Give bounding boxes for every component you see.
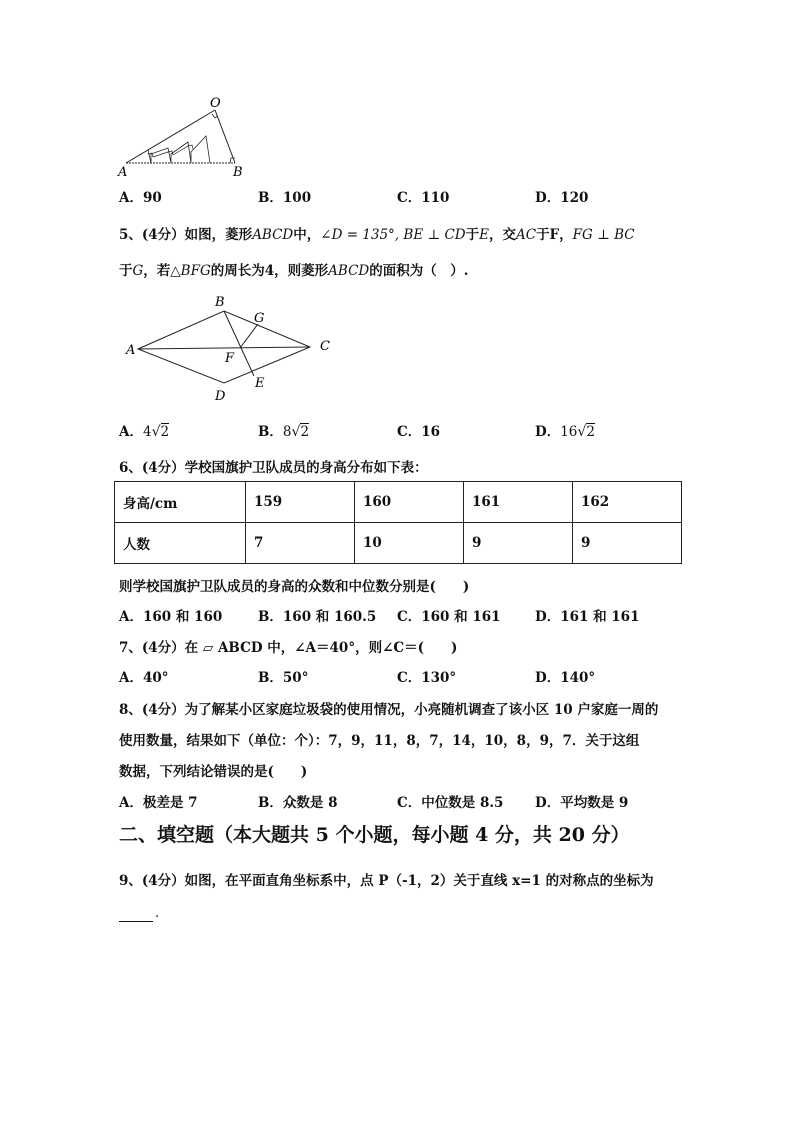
table-cell: 161 [464, 482, 573, 523]
q4-option-c: C．110 [397, 190, 450, 206]
blank-period: . [155, 906, 160, 921]
q5-stem-line2: 于G，若△BFG的周长为4，则菱形ABCD的面积为（ ）. [119, 263, 469, 279]
q8-option-c: C．中位数是 8.5 [397, 795, 504, 811]
q8-stem-line2: 使用数量，结果如下（单位：个）：7，9，11，8，7，14，10，8，9，7．关于这组 [119, 733, 640, 749]
diagonal-ac [138, 347, 310, 349]
table-cell: 身高/cm [115, 482, 246, 523]
q6-option-c: C．160 和 161 [397, 609, 501, 625]
label-f: F [225, 351, 235, 366]
q7-stem: 7、(4分）在 ▱ ABCD 中，∠A＝40°，则∠C＝( ) [119, 640, 458, 656]
q7-option-c: C．130° [397, 670, 457, 686]
q7-option-a: A．40° [119, 670, 169, 686]
q4-option-a: A．90 [119, 190, 162, 206]
figure-q4 [118, 96, 248, 181]
q9-stem: 9、(4分）如图，在平面直角坐标系中，点 P（-1，2）关于直线 x=1 的对称点的坐标为 [119, 873, 654, 889]
q8-stem-line1: 8、(4分）为了解某小区家庭垃圾袋的使用情况，小亮随机调查了该小区 10 户家庭一周的 [119, 702, 659, 718]
q7-option-d: D．140° [535, 670, 596, 686]
table-cell: 7 [246, 523, 355, 564]
table-row [115, 482, 682, 523]
q4-option-b: B．100 [258, 190, 312, 206]
q6-option-b: B．160 和 160.5 [258, 609, 377, 625]
perpendicular-steps [148, 136, 210, 163]
label-b: B [233, 165, 243, 180]
segment-be [224, 311, 254, 376]
label-g: G [254, 311, 265, 326]
figure-q5 [122, 294, 342, 404]
q5-stem-line1: 5、(4分）如图，菱形ABCD中，∠D = 135°, BE ⊥ CD于E，交AC于F，FG ⊥ BC [119, 227, 635, 243]
q7-option-b: B．50° [258, 670, 309, 686]
table-cell: 人数 [115, 523, 246, 564]
q6-option-a: A．160 和 160 [119, 609, 223, 625]
table-cell: 9 [464, 523, 573, 564]
q6-option-d: D．161 和 161 [535, 609, 640, 625]
q5-option-d: D．16√2 [535, 424, 595, 440]
q5-option-a: A．4√2 [119, 424, 170, 440]
q4-option-d: D．120 [535, 190, 589, 206]
q6-stem: 6、(4分）学校国旗护卫队成员的身高分布如下表： [119, 460, 428, 476]
section-heading: 二、填空题（本大题共 5 个小题，每小题 4 分，共 20 分） [119, 824, 630, 846]
label-e: E [255, 376, 265, 391]
segment-fg [240, 324, 258, 348]
table-row [115, 523, 682, 564]
label-d: D [215, 389, 226, 404]
q5-option-b: B．8√2 [258, 424, 310, 440]
q5-option-c: C．16 [397, 424, 441, 440]
segment-ob [215, 110, 235, 163]
table-cell: 9 [573, 523, 682, 564]
label-a: A [126, 343, 136, 358]
answer-blank[interactable] [119, 907, 153, 922]
q6-question: 则学校国旗护卫队成员的身高的众数和中位数分别是( ) [119, 579, 470, 595]
label-b: B [215, 295, 225, 310]
q8-stem-line3: 数据，下列结论错误的是( ) [119, 764, 308, 780]
q8-option-a: A．极差是 7 [119, 795, 198, 811]
table-cell: 160 [355, 482, 464, 523]
right-angle-marks [148, 145, 193, 157]
q8-option-b: B．众数是 8 [258, 795, 338, 811]
segment-ao [126, 110, 215, 163]
table-cell: 159 [246, 482, 355, 523]
table-cell: 10 [355, 523, 464, 564]
label-o: O [210, 96, 221, 111]
q8-option-d: D．平均数是 9 [535, 795, 629, 811]
height-table [114, 481, 682, 564]
table-cell: 162 [573, 482, 682, 523]
label-c: C [320, 339, 330, 354]
label-a: A [118, 165, 128, 180]
